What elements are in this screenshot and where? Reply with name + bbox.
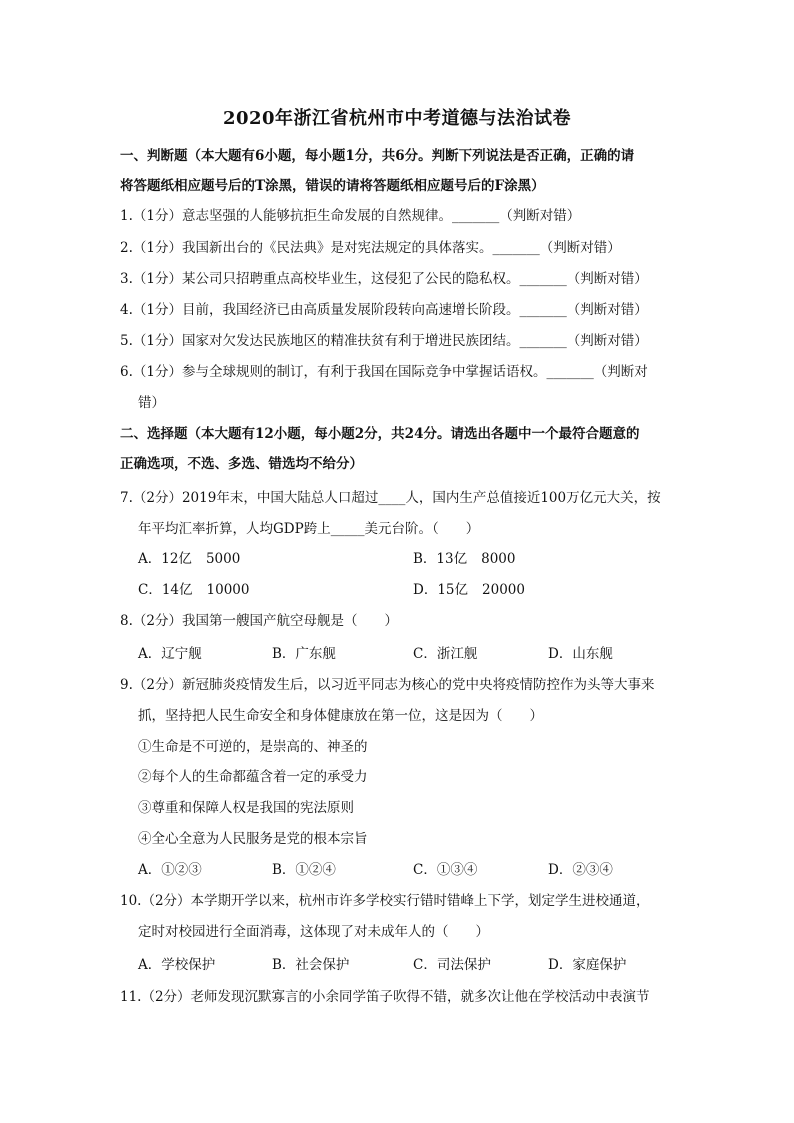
q8-option-d: D．山东舰 [548, 646, 613, 662]
q9-option-c: C．①③④ [413, 862, 478, 878]
judgment-question-2: 2.（1分）我国新出台的《民法典》是对宪法规定的具体落实。_______（判断对错） [120, 240, 621, 256]
section2-heading-line1: 二、选择题（本大题有12小题，每小题2分，共24分。请选出各题中一个最符合题意的 [120, 426, 640, 442]
section1-heading-line2: 将答题纸相应题号后的T涂黑，错误的请将答题纸相应题号后的F涂黑） [120, 178, 545, 194]
q8-option-a: A．辽宁舰 [138, 646, 202, 662]
q9-stem-line2: 抓，坚持把人民生命安全和身体健康放在第一位，这是因为（ ） [138, 708, 543, 724]
q10-stem-line1: 10.（2分）本学期开学以来，杭州市许多学校实行错时错峰上下学，划定学生进校通道， [120, 893, 650, 909]
q7-option-a: A．12亿 5000 [138, 551, 241, 567]
q7-option-d: D．15亿 20000 [413, 582, 525, 598]
q9-option-a: A．①②③ [138, 862, 202, 878]
q8-option-b: B．广东舰 [272, 646, 336, 662]
q9-statement-4: ④全心全意为人民服务是党的根本宗旨 [138, 831, 368, 847]
judgment-question-6-cont: 错） [138, 395, 165, 411]
q8-stem: 8.（2分）我国第一艘国产航空母舰是（ ） [120, 613, 398, 629]
q10-option-d: D．家庭保护 [548, 957, 627, 973]
q9-statement-1: ①生命是不可逆的，是崇高的、神圣的 [138, 739, 368, 755]
q11-stem-line1: 11.（2分）老师发现沉默寡言的小余同学笛子吹得不错，就多次让他在学校活动中表演节 [120, 989, 650, 1005]
q10-option-a: A．学校保护 [138, 957, 216, 973]
q9-option-b: B．①②④ [272, 862, 336, 878]
q10-option-b: B．社会保护 [272, 957, 350, 973]
q9-statement-2: ②每个人的生命都蕴含着一定的承受力 [138, 769, 368, 785]
section1-heading-line1: 一、判断题（本大题有6小题，每小题1分，共6分。判断下列说法是否正确，正确的请 [120, 148, 635, 164]
q8-option-c: C．浙江舰 [413, 646, 478, 662]
q7-stem-line1: 7.（2分）2019年末，中国大陆总人口超过____人，国内生产总值接近100万亿元大关，按 [120, 490, 661, 506]
judgment-question-4: 4.（1分）目前，我国经济已由高质量发展阶段转向高速增长阶段。_______（判断对错） [120, 302, 648, 318]
section2-heading-line2: 正确选项，不选、多选、错选均不给分） [120, 456, 363, 472]
q7-option-c: C．14亿 10000 [138, 582, 250, 598]
judgment-question-6: 6.（1分）参与全球规则的制订，有利于我国在国际竞争中掌握话语权。_______（判断对 [120, 364, 648, 380]
judgment-question-5: 5.（1分）国家对欠发达民族地区的精准扶贫有利于增进民族团结。_______（判断对错） [120, 333, 648, 349]
q9-stem-line1: 9.（2分）新冠肺炎疫情发生后，以习近平同志为核心的党中央将疫情防控作为头等大事来 [120, 677, 655, 693]
judgment-question-1: 1.（1分）意志坚强的人能够抗拒生命发展的自然规律。_______（判断对错） [120, 208, 581, 224]
q10-option-c: C．司法保护 [413, 957, 491, 973]
q10-stem-line2: 定时对校园进行全面消毒，这体现了对未成年人的（ ） [138, 924, 489, 940]
judgment-question-3: 3.（1分）某公司只招聘重点高校毕业生，这侵犯了公民的隐私权。_______（判断对错） [120, 271, 648, 287]
q7-option-b: B．13亿 8000 [413, 551, 516, 567]
q9-option-d: D．②③④ [548, 862, 613, 878]
q7-stem-line2: 年平均汇率折算，人均GDP跨上_____美元台阶。（ ） [138, 521, 480, 537]
q9-statement-3: ③尊重和保障人权是我国的宪法原则 [138, 800, 354, 816]
page-title: 2020年浙江省杭州市中考道德与法治试卷 [222, 108, 572, 129]
